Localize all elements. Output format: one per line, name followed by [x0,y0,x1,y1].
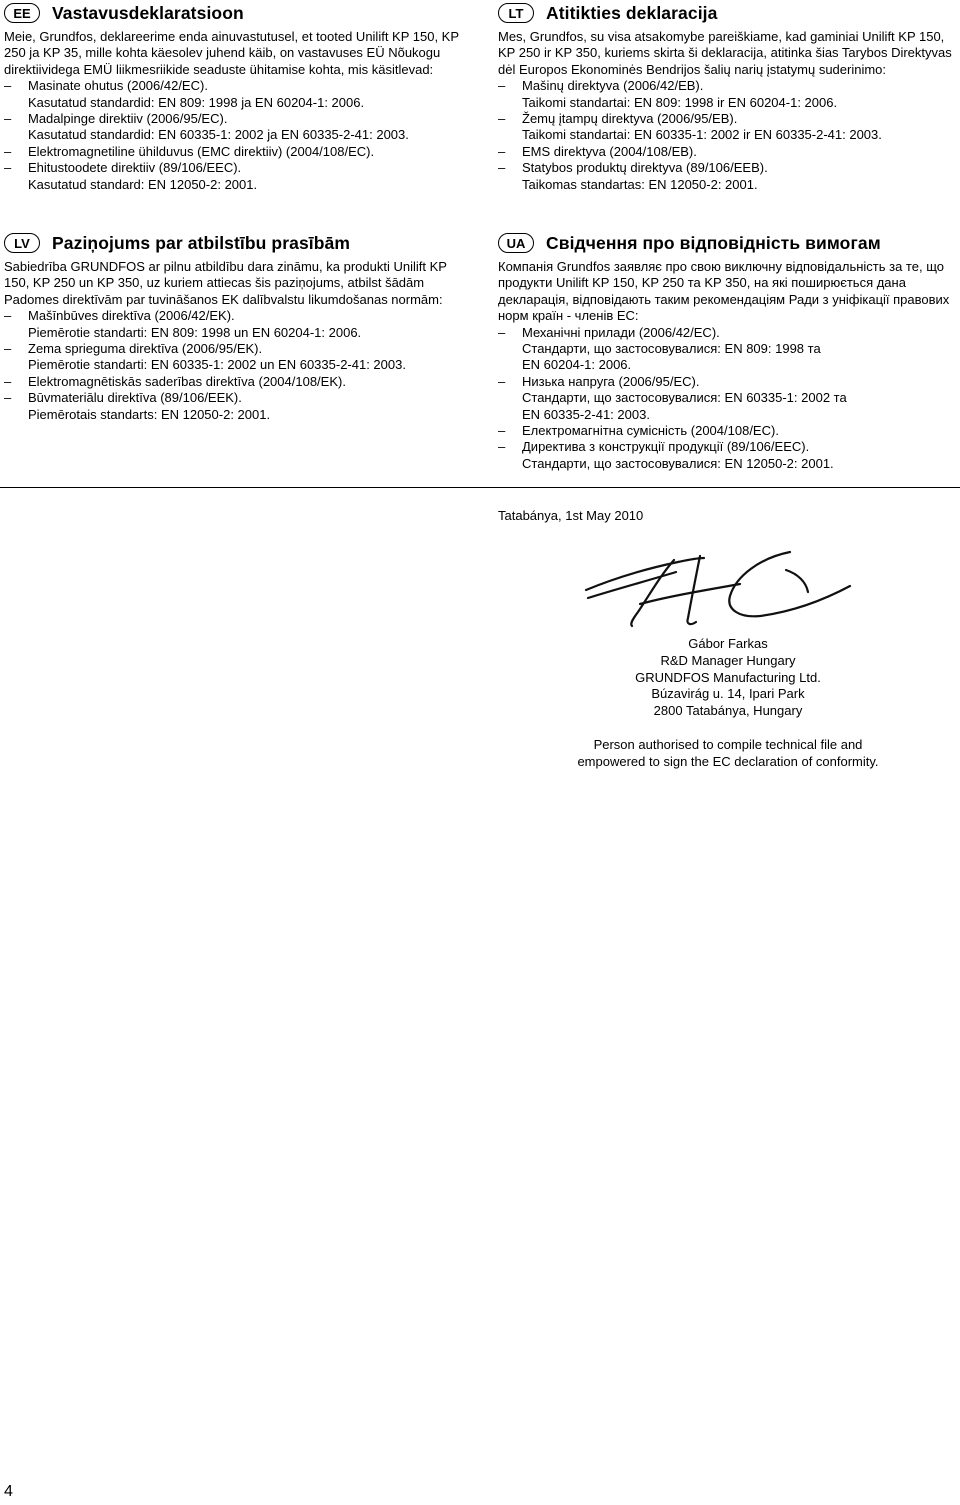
section-title: Paziņojums par atbilstību prasībām [52,232,351,253]
list-item [498,325,960,341]
dash-bullet: – [4,390,12,406]
section-ee [4,2,466,193]
section-intro: Sabiedrība GRUNDFOS ar pilnu atbildību dara zināmu, ka produkti Unilift KP 150, KP 250 un KP 350, uz kuriem attiecas šis paziņojums, atbilst šādām Padomes direktīvām par tuvināšanos EK dalībvalstu likumdošanas normām: [4,259,447,307]
section-header [498,232,960,254]
directive-text: EMS direktyva (2004/108/EB). [522,143,697,159]
directive-text: Низька напруга (2006/95/EC). [522,373,700,389]
dash-bullet: – [4,111,12,127]
dash-bullet: – [498,143,506,159]
dash-bullet: – [498,373,506,389]
signer-block [498,636,958,720]
section-header [4,2,466,24]
section-title: Свідчення про відповідність вимогам [546,232,881,253]
standards-text: Kasutatud standard: EN 12050-2: 2001. [28,176,258,192]
directive-text: Būvmateriālu direktīva (89/106/EEK). [28,390,242,406]
authorisation-note [498,737,958,771]
section-intro: Mes, Grundfos, su visa atsakomybe pareiškiame, kad gaminiai Unilift KP 150, KP 250 ir KP 350, kuriems skirta ši deklaracija, atitinka šias Tarybos Direktyvas dėl Europos Ekonominės Bendrijos šalių narių įstatymų suderinimo: [498,29,952,77]
standards-text: Стандарти, що застосовувалися: EN 60335-1: 2002 та [522,390,847,406]
section-lt [498,2,960,193]
directive-text: Zema sprieguma direktīva (2006/95/EK). [28,341,263,357]
section-intro: Компанія Grundfos заявляє про свою виключну відповідальність за те, що продукти Unilift KP 150, KP 250 та KP 350, на які поширюється дана декларація, відповідають таким рекомендаціям Ради з уніфікації правових норм країн - членів ЕС: [498,259,950,324]
note-line1: Person authorised to compile technical file and [593,737,863,752]
directive-text: Statybos produktų direktyva (89/106/EEB). [522,160,768,176]
signer-company: GRUNDFOS Manufacturing Ltd. [635,669,821,685]
standards-text: Kasutatud standardid: EN 60335-1: 2002 ja EN 60335-2-41: 2003. [28,127,409,143]
dash-bullet: – [4,78,12,94]
dash-bullet: – [498,78,506,94]
dash-bullet: – [4,160,12,176]
list-item [498,439,960,455]
list-item [4,308,466,324]
dash-bullet: – [4,373,12,389]
language-badge: LV [4,233,40,253]
standards-text: Taikomi standartai: EN 60335-1: 2002 ir EN 60335-2-41: 2003. [522,127,882,143]
section-title: Atitikties deklaracija [546,2,718,23]
directive-text: Elektromagnetiline ühilduvus (EMC direktiiv) (2004/108/EC). [28,143,375,159]
list-item [4,111,466,127]
note-line2: empowered to sign the EC declaration of conformity. [577,753,879,769]
list-item [4,390,466,406]
directive-text: Електромагнітна сумісність (2004/108/EC). [522,423,779,439]
standards-text: Стандарти, що застосовувалися: EN 809: 1998 та [522,341,821,357]
list-item [4,374,466,390]
signer-role: R&D Manager Hungary [660,652,796,668]
standards-text: Taikomas standartas: EN 12050-2: 2001. [522,176,758,192]
directive-text: Ehitustoodete direktiiv (89/106/EEC). [28,160,242,176]
directive-text: Mašīnbūves direktīva (2006/42/EK). [28,308,235,324]
signer-address-line1: Búzavirág u. 14, Ipari Park [651,686,805,702]
dash-bullet: – [498,324,506,340]
list-item [4,160,466,176]
signature-image [580,546,862,628]
directive-text: Masinate ohutus (2006/42/EC). [28,78,208,94]
standards-text: Kasutatud standardid: EN 809: 1998 ja EN 60204-1: 2006. [28,94,365,110]
directive-text: Žemų įtampų direktyva (2006/95/EB). [522,111,738,127]
standards-text: Piemērotie standarti: EN 809: 1998 un EN 60204-1: 2006. [28,324,362,340]
directive-text: Mašinų direktyva (2006/42/EB). [522,78,704,94]
standards-text: Piemērotie standarti: EN 60335-1: 2002 un EN 60335-2-41: 2003. [28,357,406,373]
section-title: Vastavusdeklaratsioon [52,2,244,23]
directive-text: Директива з конструкції продукції (89/106/EEC). [522,439,810,455]
dash-bullet: – [498,423,506,439]
list-item [498,78,960,94]
list-item [498,111,960,127]
standards-text: Стандарти, що застосовувалися: EN 12050-2: 2001. [522,455,834,471]
section-lv [4,232,466,423]
standards-text: Taikomi standartai: EN 809: 1998 ir EN 60204-1: 2006. [522,94,838,110]
dash-bullet: – [498,160,506,176]
signer-name: Gábor Farkas [688,636,768,651]
list-item [4,341,466,357]
list-item [498,160,960,176]
language-badge: UA [498,233,534,253]
section-ua [498,232,960,472]
horizontal-divider [0,487,960,488]
directive-text: Madalpinge direktiiv (2006/95/EC). [28,111,228,127]
directive-text: Elektromagnētiskās saderības direktīva (2004/108/EK). [28,373,346,389]
standards-text: Piemērotais standarts: EN 12050-2: 2001. [28,406,271,422]
standards-text: EN 60335-2-41: 2003. [522,406,650,422]
signer-address-line2: 2800 Tatabánya, Hungary [653,703,803,719]
list-item [498,374,960,390]
section-header [4,232,466,254]
standards-text: EN 60204-1: 2006. [522,357,632,373]
dash-bullet: – [4,341,12,357]
list-item [4,144,466,160]
date-line: Tatabánya, 1st May 2010 [498,508,644,523]
dash-bullet: – [498,439,506,455]
language-badge: LT [498,3,534,23]
section-header [498,2,960,24]
section-intro: Meie, Grundfos, deklareerime enda ainuvastutusel, et tooted Unilift KP 150, KP 250 ja KP 35, mille kohta käesolev juhend käib, on vastavuses EÜ Nõukogu direktiividega EMÜ liikmesriikide seaduste ühitamise kohta, mis käsitlevad: [4,29,459,77]
list-item [498,423,960,439]
dash-bullet: – [498,111,506,127]
page-number: 4 [4,1483,13,1500]
dash-bullet: – [4,308,12,324]
directive-text: Механічні прилади (2006/42/EC). [522,324,720,340]
language-badge: EE [4,3,40,23]
list-item [4,78,466,94]
list-item [498,144,960,160]
dash-bullet: – [4,143,12,159]
